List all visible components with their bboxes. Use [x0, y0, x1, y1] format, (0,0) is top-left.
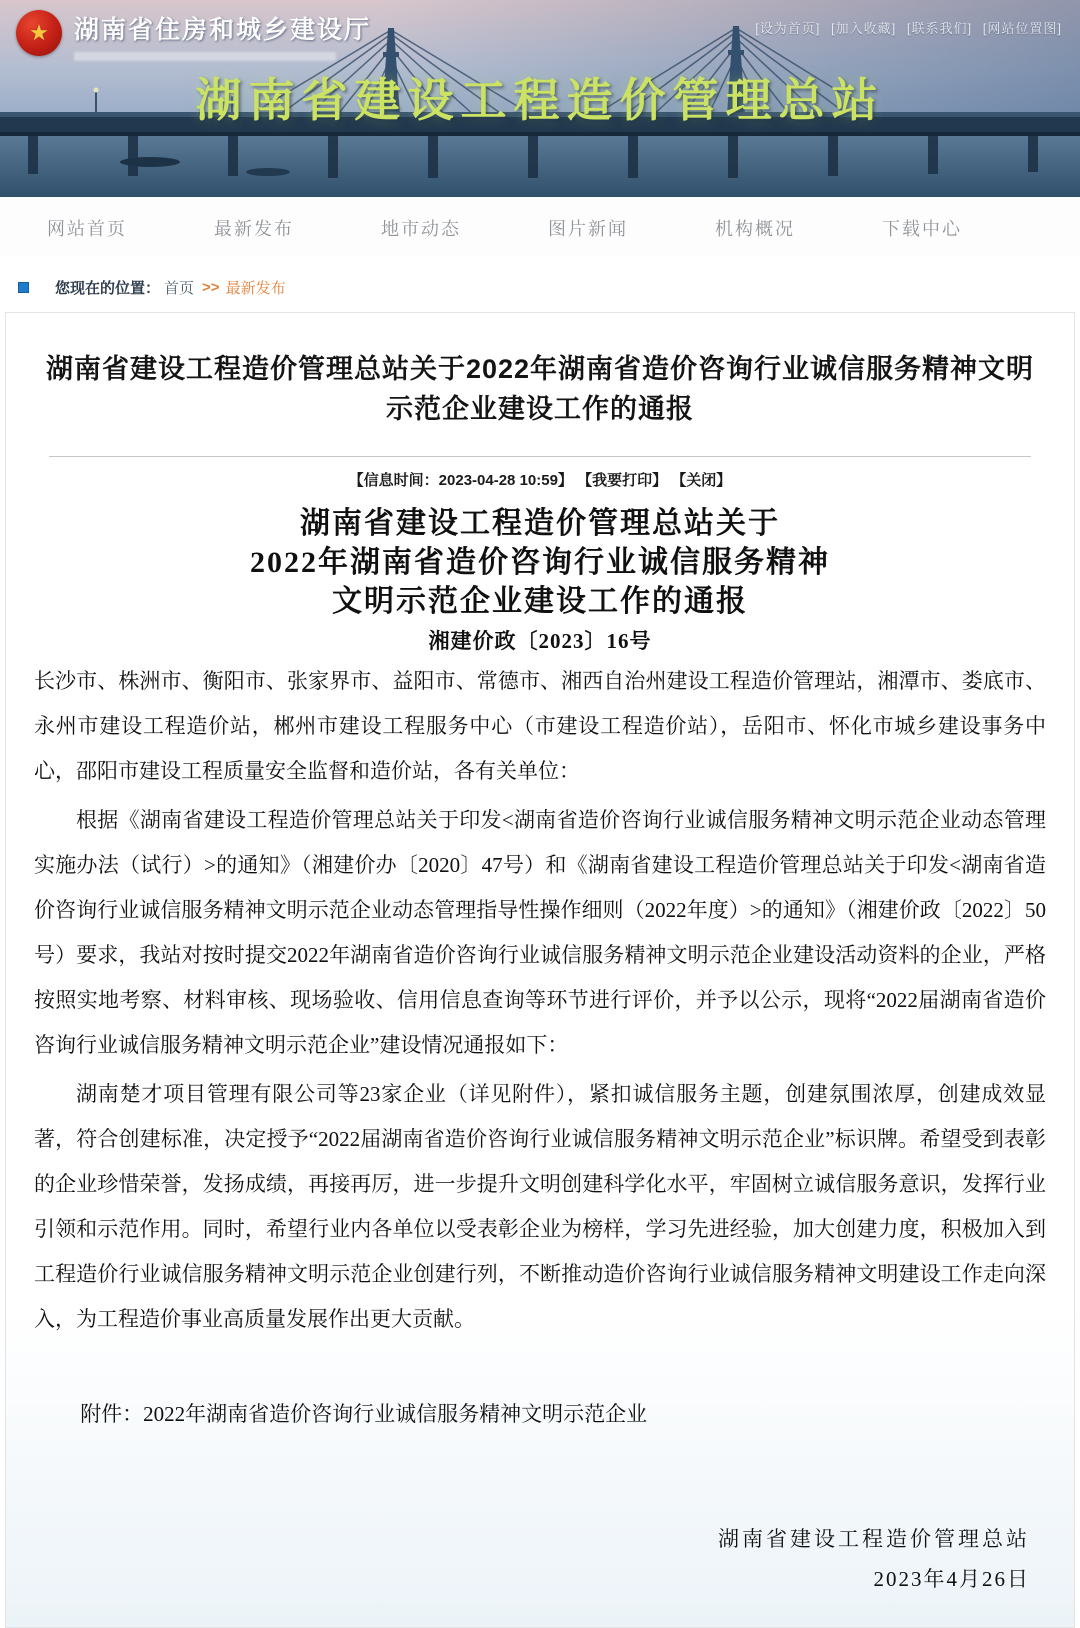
info-time: 【信息时间：2023-04-28 10:59】: [348, 472, 573, 489]
document-number: 湘建价政〔2023〕16号: [428, 629, 652, 653]
document-paragraph: 根据《湖南省建设工程造价管理总站关于印发<湖南省造价咨询行业诚信服务精神文明示范企业动态管理实施办法（试行）>的通知》（湘建价办〔2020〕47号）和《湖南省建设工程造价管理总站关于印发<湖南省造价咨询行业诚信服务精神文明示范企业动态管理指导性操作细则（2022年度）>的通知》（湘建价政〔2022〕50号）要求，我站对按时提交2022年湖南省造价咨询行业诚信服务精神文明示范企业建设活动资料的企业，严格按照实地考察、材料审核、现场验收、信用信息查询等环节进行评价，并予以公示，现将“2022届湖南省造价咨询行业诚信服务精神文明示范企业”建设情况通报如下：: [34, 808, 1046, 1057]
site-banner: [0, 0, 1080, 197]
document-title: [34, 504, 1046, 621]
article-meta: [6, 469, 1074, 490]
article-container: [5, 312, 1075, 1628]
department-subtitle: [74, 52, 336, 61]
document-title-line: 湖南省建设工程造价管理总站关于: [300, 507, 780, 540]
breadcrumb-home-link[interactable]: 首页: [164, 280, 195, 297]
star-icon: ★: [29, 20, 49, 45]
document-title-line: 2022年湖南省造价咨询行业诚信服务精神: [250, 546, 830, 579]
signature-block: [34, 1519, 1046, 1599]
breadcrumb-current-link[interactable]: 最新发布: [225, 280, 286, 297]
attachment-line: 附件：2022年湖南省造价咨询行业诚信服务精神文明示范企业: [80, 1402, 648, 1426]
set-homepage-link[interactable]: [设为首页]: [755, 21, 821, 36]
close-button[interactable]: 【关闭】: [671, 472, 732, 489]
national-emblem-logo: [16, 10, 62, 56]
document-paragraph: 长沙市、株洲市、衡阳市、张家界市、益阳市、常德市、湘西自治州建设工程造价管理站，湘潭市、娄底市、永州市建设工程造价站，郴州市建设工程服务中心（市建设工程造价站），岳阳市、怀化市城乡建设事务中心，邵阳市建设工程质量安全监督和造价站，各有关单位：: [34, 669, 1046, 783]
nav-item-download-center[interactable]: 下载中心: [882, 219, 962, 239]
location-marker-icon: [18, 282, 29, 293]
print-button[interactable]: 【我要打印】: [577, 472, 668, 489]
signature-org: 湖南省建设工程造价管理总站: [718, 1527, 1030, 1551]
breadcrumb-separator: >>: [202, 279, 220, 296]
title-divider: [49, 456, 1031, 457]
nav-item-city-updates[interactable]: 地市动态: [381, 219, 461, 239]
breadcrumb-label: 您现在的位置：: [55, 280, 161, 297]
nav-item-photo-news[interactable]: 图片新闻: [548, 219, 628, 239]
document-title-line: 文明示范企业建设工作的通报: [332, 585, 748, 618]
add-favorite-link[interactable]: [加入收藏]: [831, 21, 897, 36]
contact-us-link[interactable]: [联系我们]: [906, 21, 973, 36]
article-title: 湖南省建设工程造价管理总站关于2022年湖南省造价咨询行业诚信服务精神文明示范企业建设工作的通报: [45, 354, 1035, 424]
signature-date: 2023年4月26日: [873, 1567, 1030, 1591]
official-document: [6, 490, 1074, 1627]
department-name: 湖南省住房和城乡建设厅: [74, 16, 372, 44]
nav-item-home[interactable]: 网站首页: [47, 219, 127, 239]
site-title: 湖南省建设工程造价管理总站: [195, 74, 885, 126]
document-paragraph: 湖南楚才项目管理有限公司等23家企业（详见附件），紧扣诚信服务主题，创建氛围浓厚，创建成效显著，符合创建标准，决定授予“2022届湖南省造价咨询行业诚信服务精神文明示范企业”标识牌。希望受到表彰的企业珍惜荣誉，发扬成绩，再接再厉，进一步提升文明创建科学化水平，牢固树立诚信服务意识，发挥行业引领和示范作用。同时，希望行业内各单位以受表彰企业为榜样，学习先进经验，加大创建力度，积极加入到工程造价行业诚信服务精神文明示范企业创建行列，不断推动造价咨询行业诚信服务精神文明建设工作走向深入，为工程造价事业高质量发展作出更大贡献。: [34, 1082, 1046, 1331]
site-map-link[interactable]: [网站位置图]: [982, 21, 1062, 36]
breadcrumb: [0, 255, 1080, 310]
nav-item-latest-news[interactable]: 最新发布: [214, 219, 294, 239]
header-links: [749, 10, 1062, 37]
nav-item-org-overview[interactable]: 机构概况: [715, 219, 795, 239]
main-nav: [0, 197, 1080, 255]
